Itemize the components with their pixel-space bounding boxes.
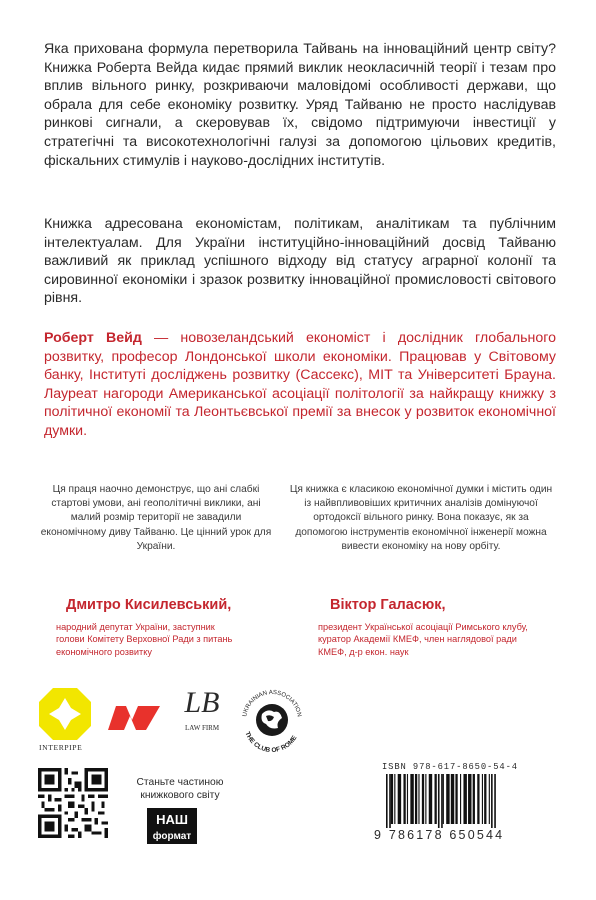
publisher-logo-word-1: НАШ <box>156 812 188 827</box>
publisher-logo <box>147 808 197 844</box>
endorsement-quote-right: Ця книжка є класикою економічної думки і містить один із найвпливовіших критичних аналізів домінуючої ортодоксії вільного ринку. Вона показує, як за допомогою інструментів економічної інженерії можна вивести економіку на нову орбіту. <box>289 484 553 552</box>
author-bio-text: — новозеландський економіст і дослідник глобального розвитку, професор Лондонської школи економіки. Працював у Світовому банку, Інституті досліджень розвитку (Сассекс), MIT та Університеті Брауна. Лауреат нагороди Американської асоціації політології за найкращу книжку з політичної економії та Леонтьєвської премії за внесок у розвиток економічної думки. <box>44 330 556 439</box>
endorser-name-right: Віктор Галасюк, <box>330 597 446 613</box>
qr-code[interactable] <box>38 768 108 838</box>
author-name: Роберт Вейд <box>44 330 142 346</box>
law-firm-logo <box>176 688 228 732</box>
club-of-rome-logo <box>236 684 308 756</box>
endorsement-quote-left: Ця праця наочно демонструє, що ані слабкі стартові умови, ані геополітичні виклики, ані малий розмір території не завадили економічному диву Тайваню. Це цінний урок для України. <box>40 484 272 552</box>
interpipe-logo <box>39 688 97 752</box>
law-firm-caption: LAW FIRM <box>184 724 220 732</box>
interpipe-caption: INTERPIPE <box>39 743 83 752</box>
rome-bottom-text: THE CLUB OF ROME <box>243 730 299 755</box>
description-paragraph-1: Яка прихована формула перетворила Тайвань на інноваційний центр світу? Книжка Роберта Вейда кидає прямий виклик неокласичній теорії і тезам про вплив вільного ринку, розкриваючи маловідомі особливості держави, що обрала для себе економіку розвитку. Уряд Тайваню не просто наслідував ринкові сигнали, а скеровував їх, свідомо підтримуючи інвестиції у стратегічні та високотехнологічні галузі за допомогою цільових кредитів, фіскальних стимулів і науково-дослідних інститутів. <box>44 41 556 169</box>
publisher-logo-word-2: формат <box>152 831 192 842</box>
rome-top-text: UKRAINIAN ASSOCIATION <box>242 689 302 718</box>
publisher-slogan: Станьте частиною книжкового світу <box>136 777 224 801</box>
law-firm-monogram: LB <box>184 686 220 719</box>
endorser-name-left: Дмитро Кисилевський, <box>66 597 232 613</box>
endorser-title-right: президент Української асоціації Римського клубу, куратор Академії КМЕФ, член наглядової ради КМЕФ, д-р екон. наук <box>318 622 528 657</box>
n-brand-logo <box>106 702 162 732</box>
barcode <box>376 774 566 828</box>
author-bio <box>44 329 556 441</box>
interpipe-emblem <box>39 688 91 740</box>
endorser-title-left: народний депутат України, заступник голови Комітету Верховної Ради з питань економічного розвитку <box>56 622 233 657</box>
description-paragraph-2: Книжка адресована економістам, політикам, аналітикам та публічним інтелектуалам. Для України інституційно-інноваційний досвід Тайваню важливий як приклад успішного відходу від статусу аграрної колонії та сировинної економіки і зразок розвитку інноваційної промисловості світового рівня. <box>44 216 556 307</box>
isbn-label: ISBN 978-617-8650-54-4 <box>382 762 518 772</box>
barcode-digits: 9 786178 650544 <box>374 828 505 842</box>
